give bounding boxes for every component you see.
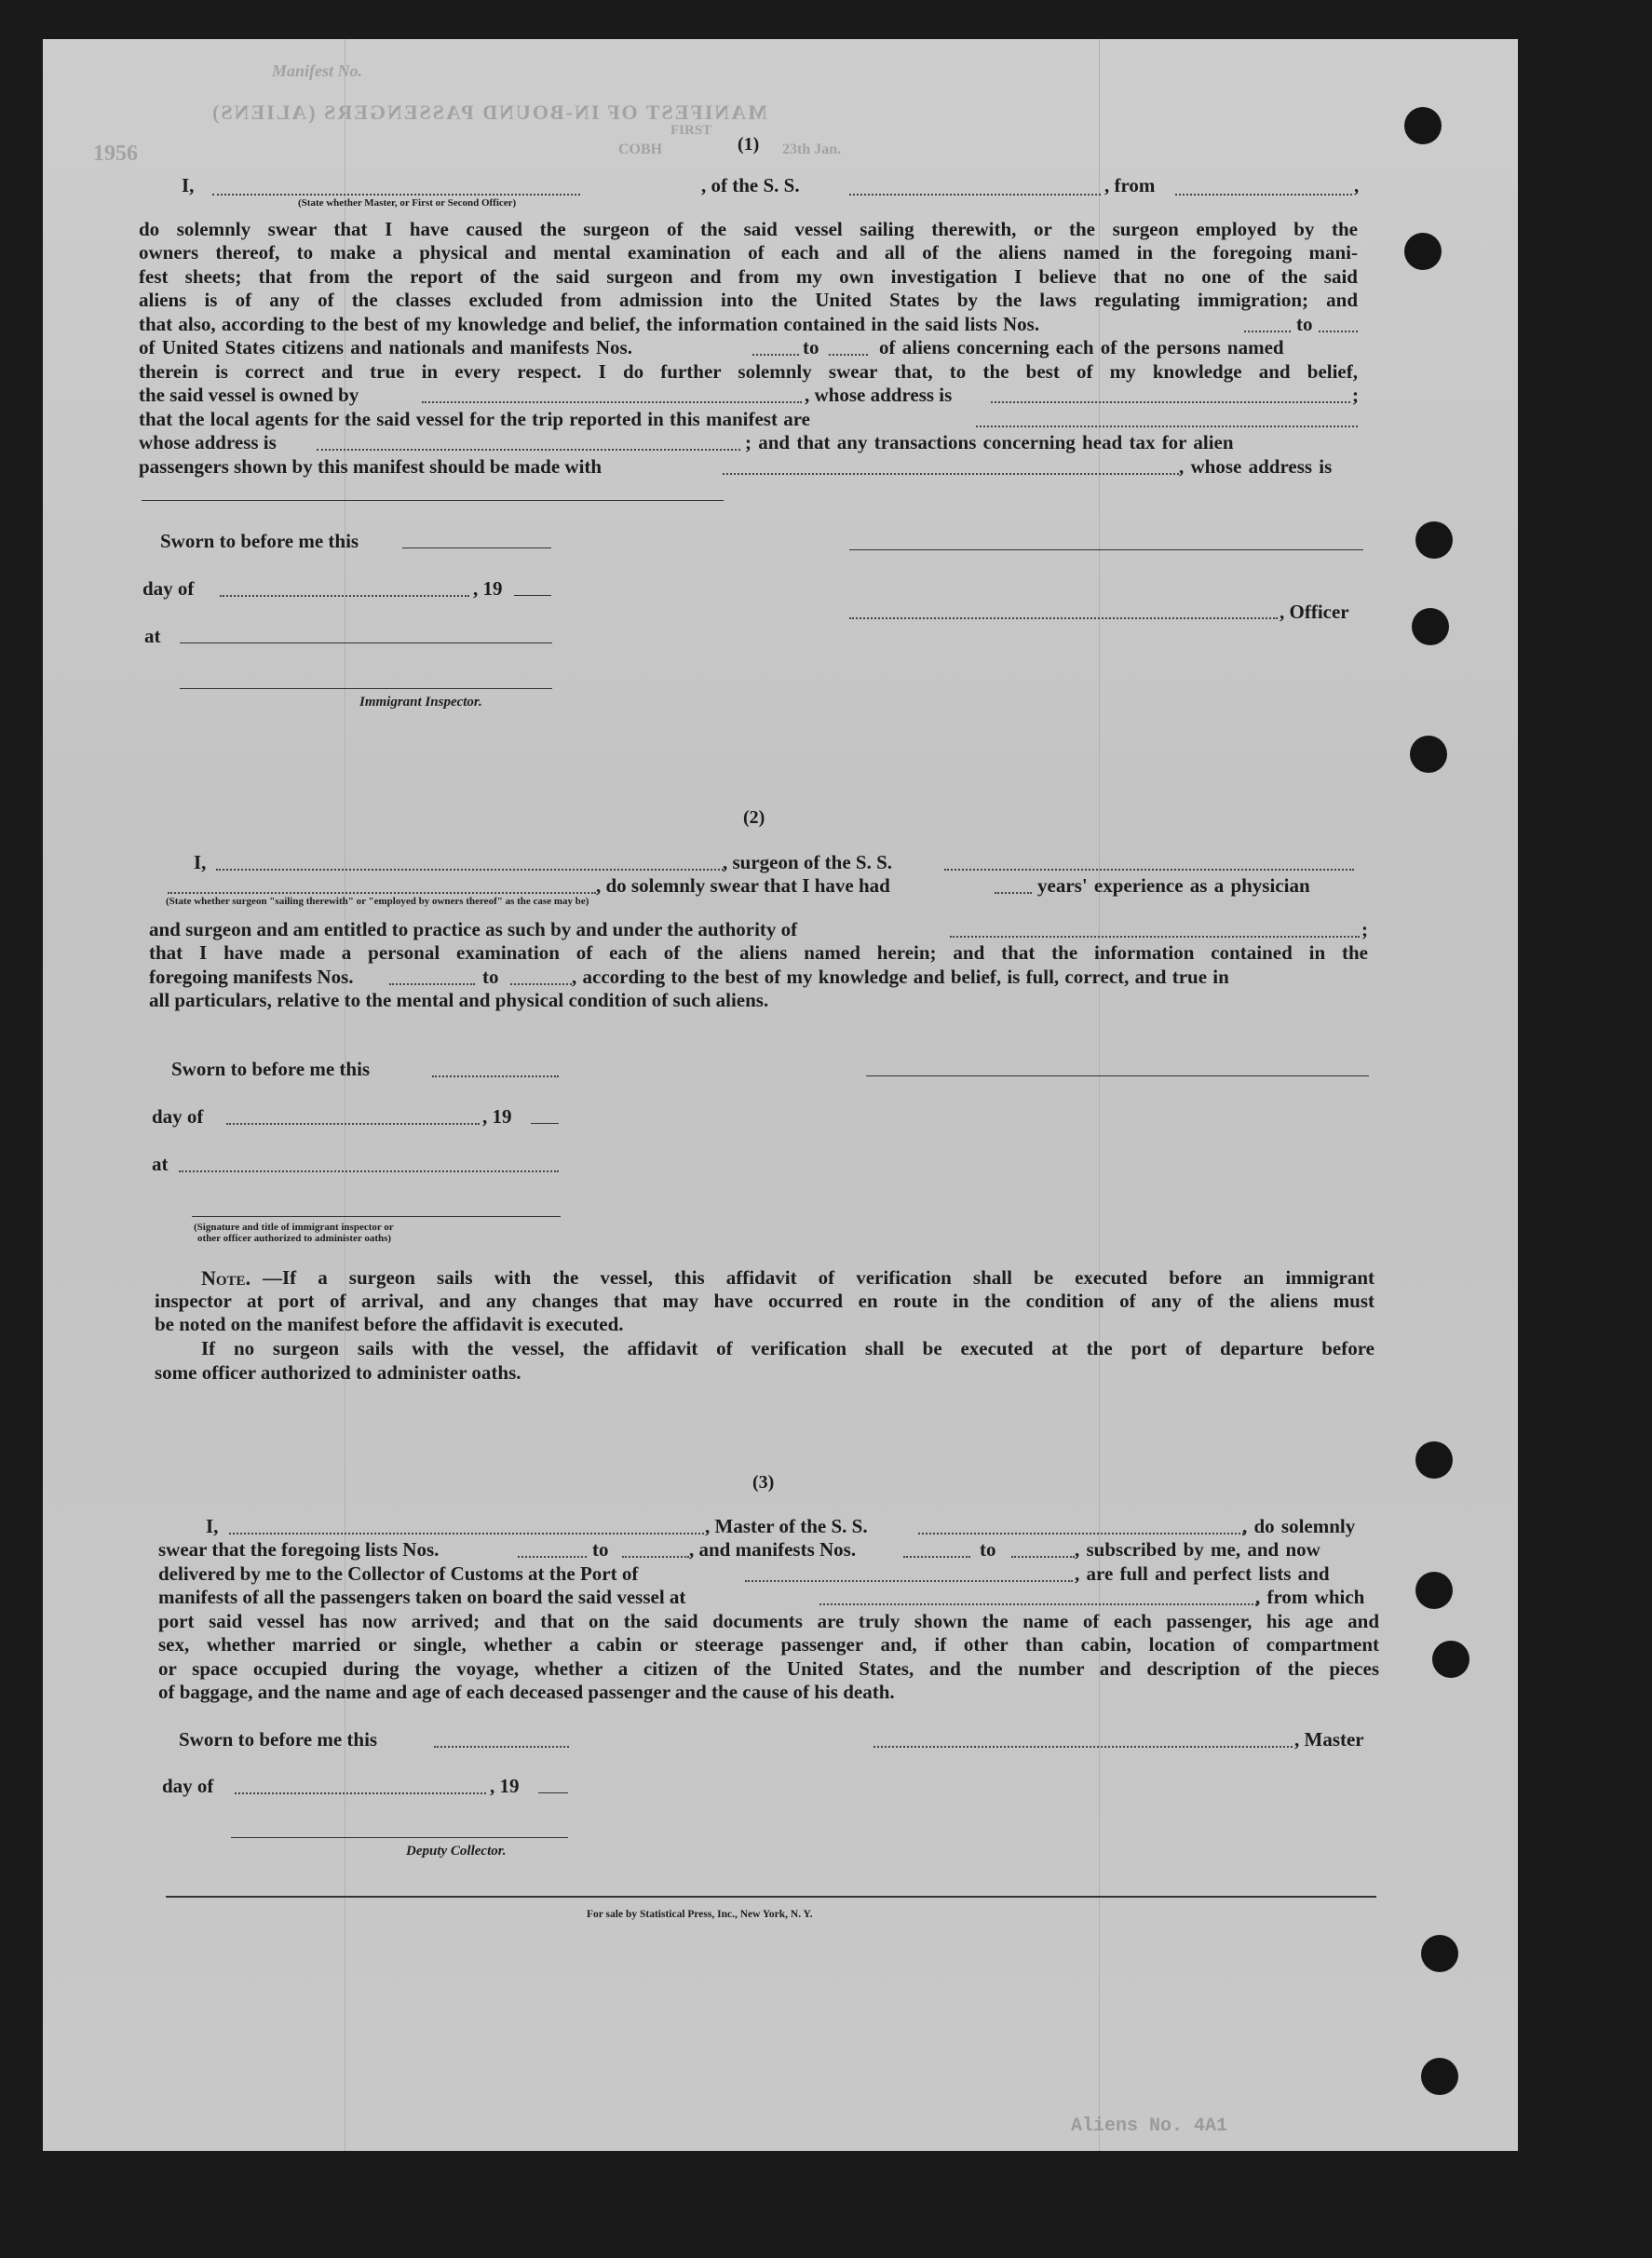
s3-to-label: to (980, 1538, 996, 1561)
bottom-ghost: Aliens No. 4A1 (1071, 2116, 1228, 2137)
s3-manifests-label: , and manifests Nos. (689, 1538, 857, 1561)
s3-master-of-label: , Master of the S. S. (705, 1515, 868, 1537)
s1-inspector-signature[interactable] (180, 688, 552, 689)
s3-subscribed-label: , subscribed by me, and now (1075, 1538, 1320, 1561)
s2-text-line: that I have made a personal examination of each of the aliens named herein; and that the information contained in the (149, 941, 1368, 964)
s1-day-field[interactable] (220, 595, 469, 597)
binder-hole (1415, 1572, 1453, 1609)
s3-sworn-field[interactable] (434, 1746, 569, 1748)
header-ghost: MANIFEST OF IN-BOUND PASSENGERS (ALIENS) (210, 101, 767, 124)
s1-text-line: therein is correct and true in every respect. I do further solemnly swear that, to the best of my knowledge and belief, (139, 360, 1358, 383)
s1-text-line: owners thereof, to make a physical and mental examination of each and all of the aliens named in the foregoing mani- (139, 241, 1358, 264)
s2-to-label: to (482, 966, 499, 988)
s3-manifest-from-field[interactable] (903, 1556, 970, 1558)
footer-rule (166, 1896, 1376, 1898)
s1-from-field[interactable] (1175, 194, 1352, 196)
s3-vessel-field[interactable] (918, 1533, 1244, 1535)
s2-semicolon: ; (1361, 918, 1368, 940)
note-text-line: some officer authorized to administer oaths. (155, 1361, 521, 1384)
s1-text-line: that also, according to the best of my knowledge and belief, the information contained in the said lists Nos. (139, 313, 1040, 335)
note-text-line: —If a surgeon sails with the vessel, this affidavit of verification shall be executed before an immigrant (263, 1266, 1374, 1289)
s2-year-field[interactable] (531, 1123, 559, 1124)
stamp-ghost: 23th Jan. (782, 142, 842, 157)
s1-day-of-label: day of (142, 577, 195, 600)
note-text-line: inspector at port of arrival, and any changes that may have occurred en route in the condition of any of the aliens must (155, 1290, 1374, 1312)
s3-manifest-to-field[interactable] (1011, 1556, 1075, 1558)
s2-i-label: I, (194, 851, 207, 873)
s1-officer-signature-field[interactable] (849, 617, 1278, 619)
binder-hole (1421, 2058, 1458, 2095)
s3-boarded-label: manifests of all the passengers taken on board the said vessel at (158, 1586, 686, 1608)
s2-manifest-to-field[interactable] (510, 983, 572, 985)
s1-text-line: aliens is of any of the classes excluded from admission into the United States by the laws regulating immigration; and (139, 289, 1358, 311)
s2-surgeon-name-field[interactable] (216, 869, 724, 871)
section-2-number: (2) (743, 807, 765, 828)
s2-surgeon-status-field[interactable] (168, 892, 596, 894)
s1-headtax-field[interactable] (723, 473, 1179, 475)
s3-to-label: to (592, 1538, 609, 1561)
s1-text-line: do solemnly swear that I have caused the surgeon of the said vessel sailing therewith, or the surgeon employed by the (139, 218, 1358, 240)
s1-lists-from-field[interactable] (1244, 331, 1291, 332)
s3-day-field[interactable] (235, 1792, 486, 1794)
s3-text-line: port said vessel has now arrived; and that on the said documents are truly shown the name of each passenger, his age and (158, 1610, 1379, 1632)
s2-day-of-label: day of (152, 1105, 204, 1128)
s1-agents-field[interactable] (976, 426, 1358, 427)
s3-lists-to-field[interactable] (622, 1556, 689, 1558)
s3-lists-label: swear that the foregoing lists Nos. (158, 1538, 440, 1561)
s1-to-label: to (1296, 313, 1313, 335)
s3-boarded-field[interactable] (819, 1603, 1257, 1605)
stamp-ghost: COBH (618, 142, 663, 157)
s1-sworn-label: Sworn to before me this (160, 530, 359, 552)
s2-years-field[interactable] (995, 892, 1032, 894)
s3-collector-signature[interactable] (231, 1837, 568, 1838)
binder-hole (1410, 736, 1447, 773)
s1-year-label: , 19 (473, 577, 503, 600)
s2-at-label: at (152, 1153, 169, 1175)
s1-text-line: of United States citizens and nationals and manifests Nos. (139, 336, 632, 358)
s3-i-label: I, (206, 1515, 219, 1537)
note-label: Note. (201, 1266, 251, 1290)
s3-solemnly-label: , do solemnly (1242, 1515, 1356, 1537)
binder-hole (1415, 1441, 1453, 1479)
manifest-no-ghost: Manifest No. (272, 61, 363, 80)
s3-perfect-label: , are full and perfect lists and (1075, 1562, 1330, 1585)
s1-to-label: to (803, 336, 819, 358)
s2-authority-field[interactable] (950, 936, 1360, 938)
stamp-ghost: FIRST (670, 123, 712, 138)
s2-year-label: , 19 (482, 1105, 512, 1128)
year-ghost: 1956 (93, 142, 138, 166)
s1-owner-address-label: , whose address is (805, 384, 953, 406)
s1-officer-signature-top[interactable] (849, 549, 1363, 550)
s2-surgeon-of-label: , surgeon of the S. S. (723, 851, 893, 873)
s3-day-of-label: day of (162, 1775, 214, 1797)
s1-semicolon: ; (1352, 384, 1359, 406)
binder-hole (1404, 233, 1442, 270)
s1-owned-by-label: the said vessel is owned by (139, 384, 359, 406)
s2-sworn-label: Sworn to before me this (171, 1058, 371, 1080)
s3-master-name-field[interactable] (229, 1533, 704, 1535)
s2-surgeon-signature[interactable] (866, 1075, 1369, 1076)
section-1-number: (1) (738, 134, 760, 155)
s1-agents-address-field[interactable] (317, 449, 740, 451)
s3-lists-from-field[interactable] (518, 1556, 587, 1558)
s1-owner-field[interactable] (422, 401, 802, 403)
s1-officer-label: , Officer (1280, 601, 1349, 623)
binder-hole (1415, 521, 1453, 559)
s1-text-line: passengers shown by this manifest should be made with (139, 455, 603, 478)
s2-sworn-field[interactable] (432, 1075, 559, 1077)
s3-text-line: or space occupied during the voyage, whether a citizen of the United States, and the number and description of the pieces (158, 1657, 1379, 1680)
s1-owner-address-field[interactable] (991, 401, 1350, 403)
s1-headtax-address-field[interactable] (142, 500, 724, 501)
s1-at-label: at (144, 625, 161, 647)
s2-sig-sublabel: (Signature and title of immigrant inspector or (194, 1222, 394, 1233)
s1-comma: , (1354, 174, 1360, 196)
binder-hole (1421, 1935, 1458, 1972)
note-text-line: be noted on the manifest before the affidavit is executed. (155, 1313, 624, 1335)
s1-text-line: that the local agents for the said vessel for the trip reported in this manifest are (139, 408, 810, 430)
s2-manifest-from-field[interactable] (389, 983, 475, 985)
s1-manifest-from-field[interactable] (752, 354, 799, 356)
s2-authority-label: and surgeon and am entitled to practice as such by and under the authority of (149, 918, 798, 940)
s3-port-label: delivered by me to the Collector of Customs at the Port of (158, 1562, 639, 1585)
s2-text-line: , according to the best of my knowledge and belief, is full, correct, and true in (572, 966, 1229, 988)
s1-agents-address-label: whose address is (139, 431, 277, 453)
s2-sig-sublabel: other officer authorized to administer oaths) (197, 1233, 392, 1244)
s3-sworn-label: Sworn to before me this (179, 1728, 378, 1751)
s1-officer-field[interactable] (212, 194, 580, 196)
s1-officer-sublabel: (State whether Master, or First or Second Officer) (298, 197, 517, 209)
s3-year-label: , 19 (490, 1775, 520, 1797)
s2-surgeon-sublabel: (State whether surgeon "sailing therewith" or "employed by owners thereof" as the case may be) (166, 896, 589, 907)
s2-vessel-field[interactable] (944, 869, 1354, 871)
s2-manifests-label: foregoing manifests Nos. (149, 966, 354, 988)
binder-hole (1404, 107, 1442, 144)
s3-deputy-label: Deputy Collector. (406, 1844, 507, 1859)
s2-text-line: all particulars, relative to the mental and physical condition of such aliens. (149, 989, 769, 1011)
s1-of-ss-label: , of the S. S. (701, 174, 800, 196)
s1-inspector-label: Immigrant Inspector. (359, 695, 482, 710)
s3-year-field[interactable] (538, 1792, 568, 1793)
s3-from-which-label: , from which (1255, 1586, 1365, 1608)
section-3-number: (3) (752, 1472, 775, 1493)
s2-inspector-signature[interactable] (192, 1216, 561, 1217)
s1-text-line: fest sheets; that from the report of the said surgeon and from my own investigation I believe that no one of the said (139, 265, 1358, 288)
binder-hole (1412, 608, 1449, 645)
note-text-line: If no surgeon sails with the vessel, the affidavit of verification shall be executed at the port of departure before (201, 1337, 1374, 1359)
s1-vessel-field[interactable] (849, 194, 1101, 196)
s1-i-label: I, (182, 174, 195, 196)
s1-from-label: , from (1104, 174, 1156, 196)
s3-master-label: , Master (1294, 1728, 1364, 1751)
s1-text-line: ; and that any transactions concerning head tax for alien (745, 431, 1234, 453)
s1-lists-to-field[interactable] (1319, 331, 1358, 332)
s3-port-field[interactable] (745, 1580, 1073, 1582)
s1-at-field[interactable] (180, 642, 552, 643)
s2-experience-label: years' experience as a physician (1037, 874, 1310, 897)
s2-swear-label: , do solemnly swear that I have had (596, 874, 890, 897)
s2-at-field[interactable] (179, 1170, 559, 1172)
printer-imprint: For sale by Statistical Press, Inc., New York, N. Y. (587, 1909, 813, 1920)
s3-master-signature-field[interactable] (873, 1746, 1293, 1748)
s1-headtax-address-label: , whose address is (1179, 455, 1333, 478)
s1-manifest-to-field[interactable] (829, 354, 868, 356)
s3-text-line: of baggage, and the name and age of each deceased passenger and the cause of his death. (158, 1681, 895, 1703)
s1-text-line: of aliens concerning each of the persons named (879, 336, 1284, 358)
s2-day-field[interactable] (226, 1123, 480, 1125)
binder-hole (1432, 1641, 1469, 1678)
s1-year-field[interactable] (514, 595, 551, 596)
s3-text-line: sex, whether married or single, whether a cabin or steerage passenger and, if other than cabin, location of compartment (158, 1633, 1379, 1656)
